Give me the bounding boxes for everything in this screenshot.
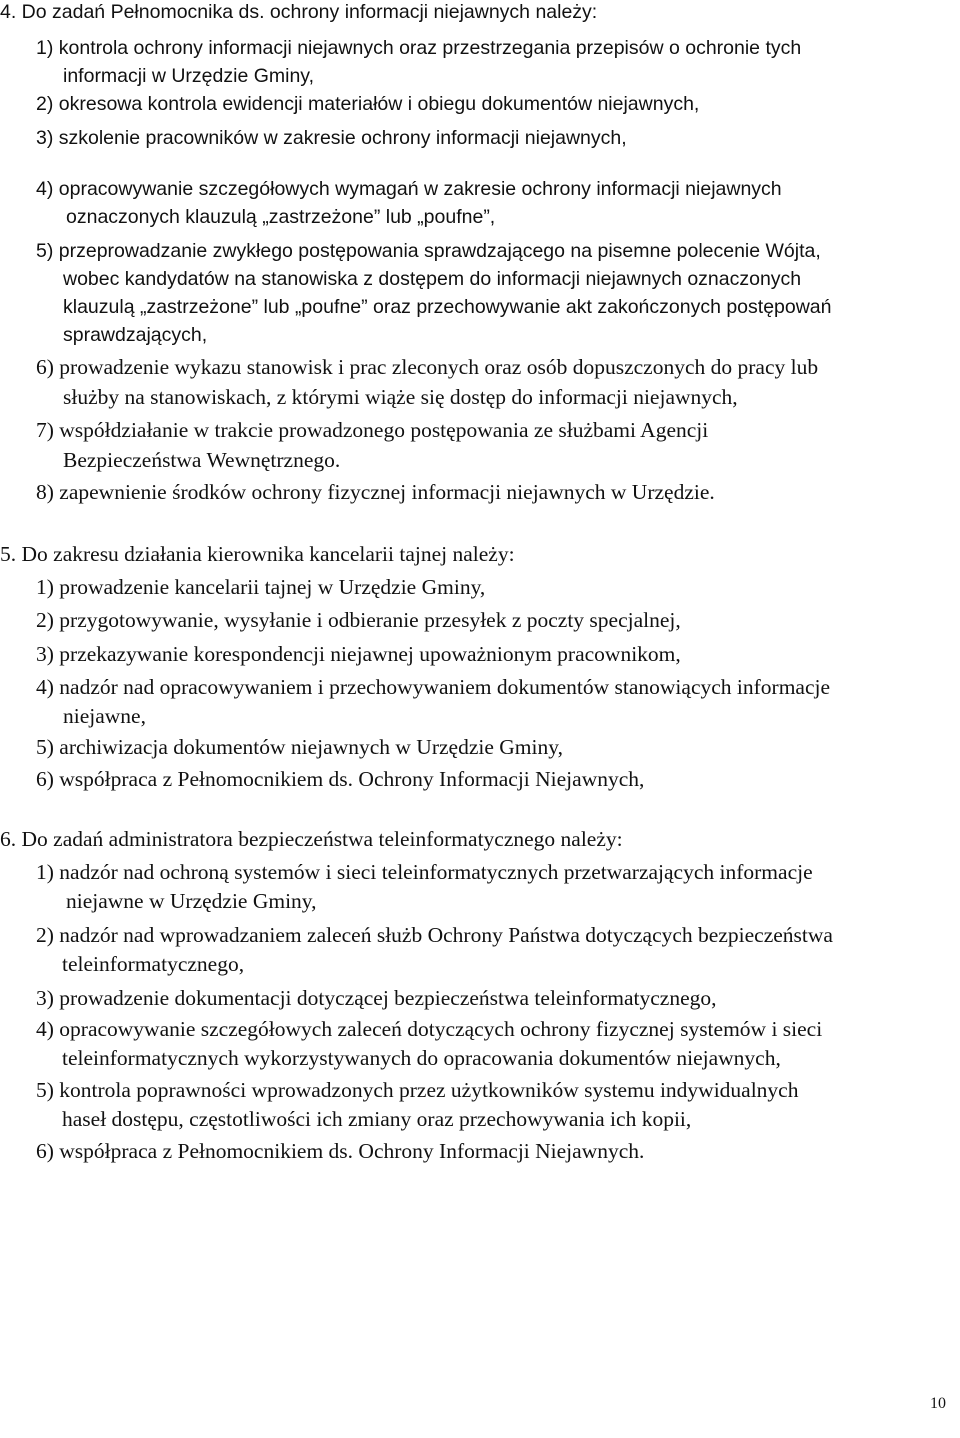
list-item: służby na stanowiskach, z którymi wiąże się dostęp do informacji niejawnych, — [63, 385, 738, 409]
list-item: 2) okresowa kontrola ewidencji materiałów i obiegu dokumentów niejawnych, — [36, 93, 700, 115]
list-item: teleinformatycznych wykorzystywanych do opracowania dokumentów niejawnych, — [62, 1046, 781, 1070]
list-item: 8) zapewnienie środków ochrony fizycznej informacji niejawnych w Urzędzie. — [36, 480, 715, 504]
list-item: niejawne w Urzędzie Gminy, — [66, 889, 317, 913]
list-item: 1) prowadzenie kancelarii tajnej w Urzędzie Gminy, — [36, 575, 486, 599]
list-item: Bezpieczeństwa Wewnętrznego. — [63, 448, 341, 472]
section-6-heading: 6. Do zadań administratora bezpieczeństwa teleinformatycznego należy: — [0, 827, 623, 851]
page-number: 10 — [930, 1395, 946, 1412]
list-item: 1) kontrola ochrony informacji niejawnych oraz przestrzegania przepisów o ochronie tych — [36, 37, 802, 59]
list-item: 5) kontrola poprawności wprowadzonych przez użytkowników systemu indywidualnych — [36, 1078, 799, 1102]
list-item: 4) opracowywanie szczegółowych wymagań w zakresie ochrony informacji niejawnych — [36, 178, 782, 200]
list-item: 2) przygotowywanie, wysyłanie i odbieranie przesyłek z poczty specjalnej, — [36, 608, 681, 632]
list-item: haseł dostępu, częstotliwości ich zmiany oraz przechowywania ich kopii, — [62, 1107, 692, 1131]
list-item: 3) prowadzenie dokumentacji dotyczącej bezpieczeństwa teleinformatycznego, — [36, 986, 717, 1010]
list-item: 3) przekazywanie korespondencji niejawnej upoważnionym pracownikom, — [36, 642, 681, 666]
list-item: 3) szkolenie pracowników w zakresie ochrony informacji niejawnych, — [36, 127, 627, 149]
list-item: 6) współpraca z Pełnomocnikiem ds. Ochrony Informacji Niejawnych, — [36, 767, 645, 791]
list-item: 1) nadzór nad ochroną systemów i sieci teleinformatycznych przetwarzających informacje — [36, 860, 813, 884]
list-item: 6) prowadzenie wykazu stanowisk i prac zleconych oraz osób dopuszczonych do pracy lub — [36, 355, 819, 379]
list-item: 4) opracowywanie szczegółowych zaleceń dotyczących ochrony fizycznej systemów i sieci — [36, 1017, 823, 1041]
list-item: 2) nadzór nad wprowadzaniem zaleceń służb Ochrony Państwa dotyczących bezpieczeństwa — [36, 923, 833, 947]
list-item: 6) współpraca z Pełnomocnikiem ds. Ochrony Informacji Niejawnych. — [36, 1139, 645, 1163]
list-item: 5) archiwizacja dokumentów niejawnych w Urzędzie Gminy, — [36, 735, 563, 759]
list-item: 7) współdziałanie w trakcie prowadzonego postępowania ze służbami Agencji — [36, 418, 709, 442]
list-item: informacji w Urzędzie Gminy, — [63, 65, 315, 87]
list-item: wobec kandydatów na stanowiska z dostępem do informacji niejawnych oznaczonych — [63, 268, 802, 290]
list-item: oznaczonych klauzulą „zastrzeżone” lub „poufne”, — [66, 206, 496, 228]
list-item: sprawdzających, — [63, 324, 208, 346]
list-item: niejawne, — [63, 704, 146, 728]
list-item: teleinformatycznego, — [62, 952, 245, 976]
list-item: 4) nadzór nad opracowywaniem i przechowywaniem dokumentów stanowiących informacje — [36, 675, 831, 699]
section-4-heading: 4. Do zadań Pełnomocnika ds. ochrony informacji niejawnych należy: — [0, 1, 598, 23]
list-item: klauzulą „zastrzeżone” lub „poufne” oraz przechowywanie akt zakończonych postępowań — [63, 296, 832, 318]
list-item: 5) przeprowadzanie zwykłego postępowania sprawdzającego na pisemne polecenie Wójta, — [36, 240, 821, 262]
section-5-heading: 5. Do zakresu działania kierownika kancelarii tajnej należy: — [0, 542, 515, 566]
